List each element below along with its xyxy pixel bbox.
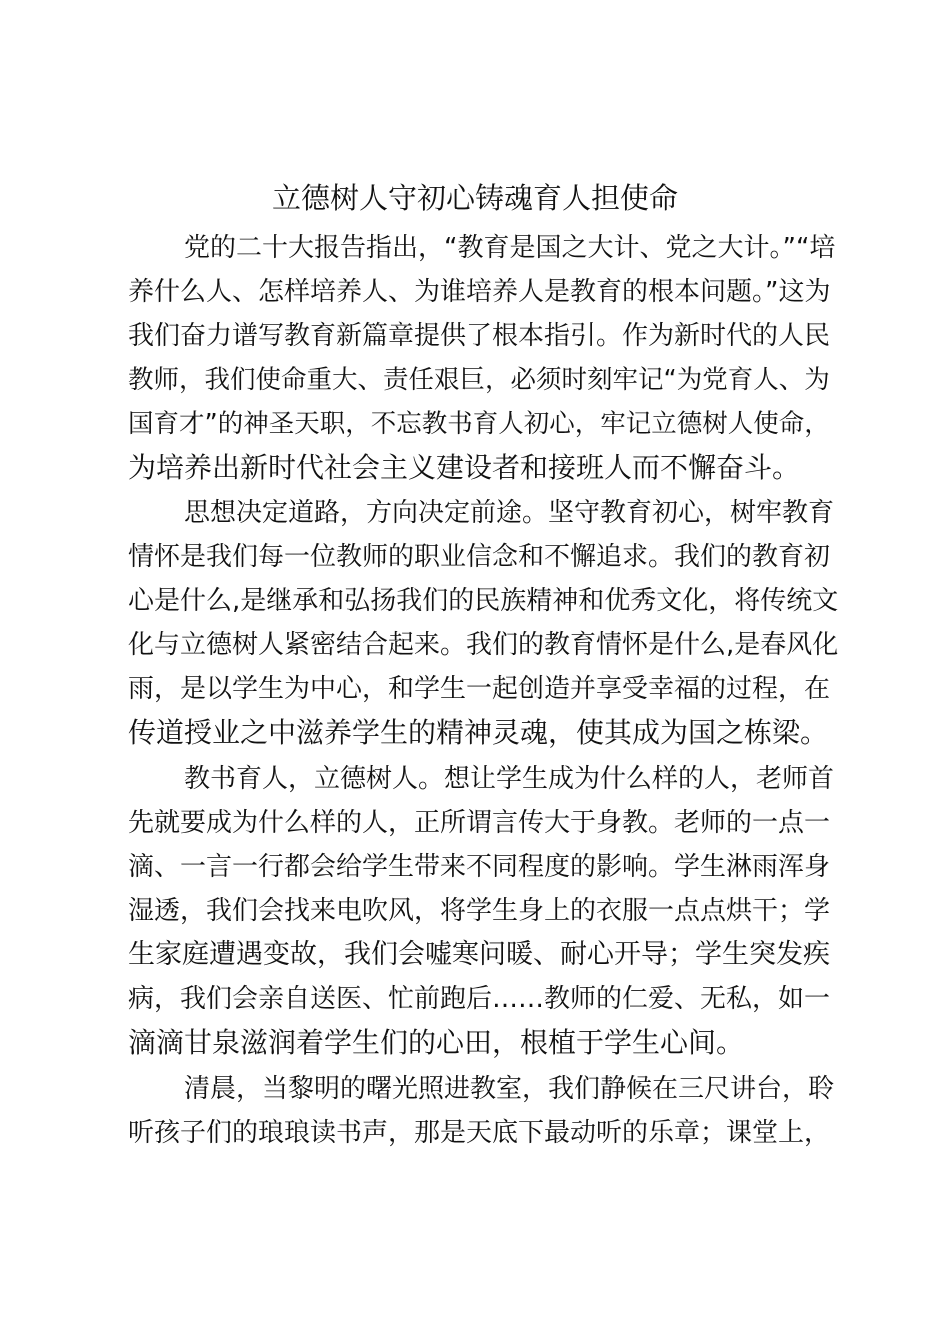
paragraph-2-line-5: 雨，是以学生为中心，和学生一起创造并享受幸福的过程，在 [128,674,831,704]
paragraph-1-line-1: 党的二十大报告指出，“教育是国之大计、党之大计。”“培 [184,233,836,263]
paragraph-1-line-4: 教师，我们使命重大、责任艰巨，必须时刻牢记“为党育人、为 [128,365,830,395]
paragraph-1-line-6: 为培养出新时代社会主义建设者和接班人而不懈奋斗。 [128,451,801,484]
paragraph-3-line-3: 滴、一言一行都会给学生带来不同程度的影响。学生淋雨浑身 [128,852,831,882]
paragraph-2-line-6: 传道授业之中滋养学生的精神灵魂，使其成为国之栋梁。 [128,716,829,749]
paragraph-1-line-5: 国育才”的神圣天职，不忘教书育人初心，牢记立德树人使命， [128,409,830,439]
document-title: 立德树人守初心铸魂育人担使命 [271,181,678,215]
paragraph-2-line-3: 心是什么,是继承和弘扬我们的民族精神和优秀文化，将传统文 [128,586,839,616]
paragraph-2-line-2: 情怀是我们每一位教师的职业信念和不懈追求。我们的教育初 [128,542,831,572]
paragraph-3-line-2: 先就要成为什么样的人，正所谓言传大于身教。老师的一点一 [128,808,831,838]
paragraph-2-line-4: 化与立德树人紧密结合起来。我们的教育情怀是什么,是春风化 [128,630,839,660]
paragraph-2-line-1: 思想决定道路，方向决定前途。坚守教育初心，树牢教育 [184,498,835,528]
paragraph-3-line-4: 湿透，我们会找来电吹风，将学生身上的衣服一点点烘干；学 [128,896,831,926]
paragraph-3-line-7: 滴滴甘泉滋润着学生们的心田，根植于学生心间。 [128,1026,745,1059]
paragraph-4-line-1: 清晨，当黎明的曙光照进教室，我们静候在三尺讲台，聆 [184,1074,835,1104]
paragraph-3-line-6: 病，我们会亲自送医、忙前跑后……教师的仁爱、无私，如一 [128,984,831,1014]
paragraph-3-line-5: 生家庭遭遇变故，我们会嘘寒问暖、耐心开导；学生突发疾 [128,939,830,970]
paragraph-4-line-2: 听孩子们的琅琅读书声，那是天底下最动听的乐章；课堂上， [128,1118,831,1148]
paragraph-1-line-2: 养什么人、怎样培养人、为谁培养人是教育的根本问题。”这为 [128,277,831,307]
paragraph-1-line-3: 我们奋力谱写教育新篇章提供了根本指引。作为新时代的人民 [128,321,831,351]
paragraph-3-line-1: 教书育人，立德树人。想让学生成为什么样的人，老师首 [184,764,835,794]
